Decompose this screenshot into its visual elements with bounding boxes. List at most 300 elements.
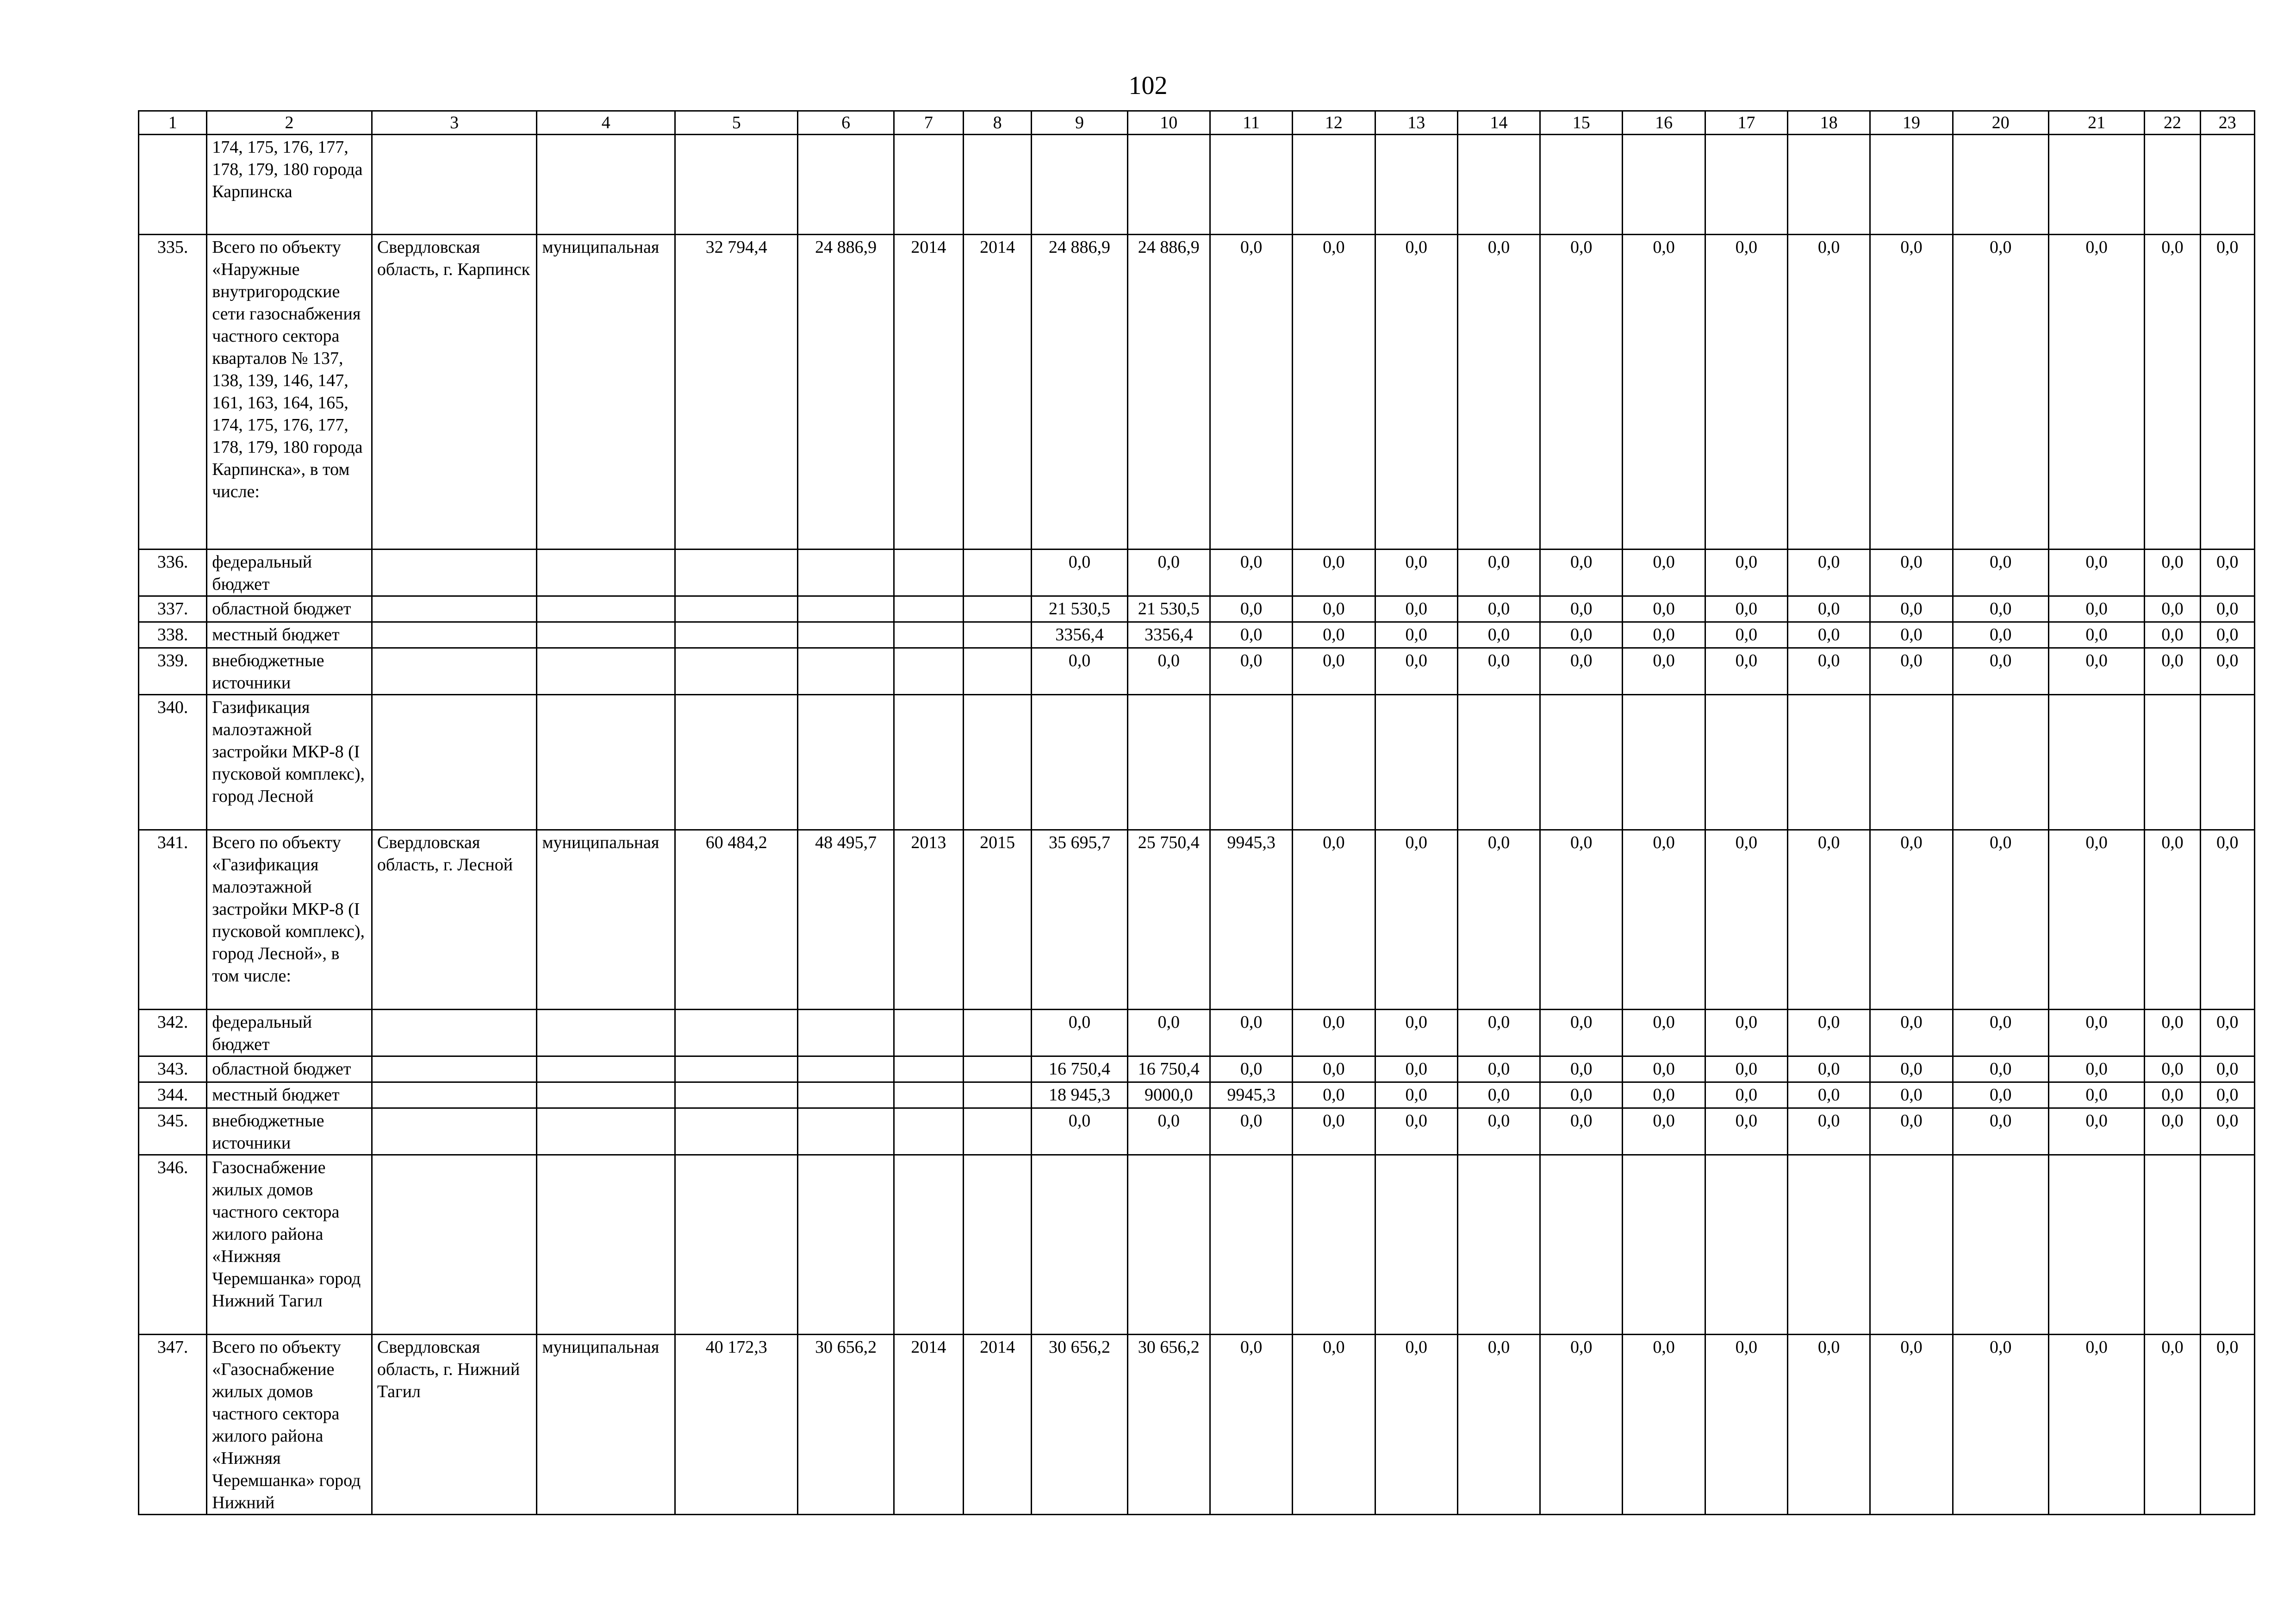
table-cell: 0,0 [2200,1056,2254,1082]
table-cell: 0,0 [1293,1108,1375,1155]
table-cell: 0,0 [1375,1335,1457,1515]
table-cell: 0,0 [1623,648,1705,695]
table-cell: 32 794,4 [675,235,797,550]
table-cell [372,1010,537,1056]
table-cell: 0,0 [1375,1108,1457,1155]
table-cell [2048,135,2144,235]
table-cell: 24 886,9 [798,235,894,550]
table-cell [537,135,675,235]
column-number-cell: 5 [675,111,797,135]
table-row [139,1010,2255,1056]
table-row [139,1108,2255,1155]
table-cell [964,135,1032,235]
table-cell: 0,0 [1705,1056,1787,1082]
table-cell: 0,0 [1127,550,1210,596]
table-cell [1788,135,1870,235]
column-number-cell: 19 [1870,111,1953,135]
table-cell: 25 750,4 [1127,830,1210,1010]
table-cell: 0,0 [2145,1010,2200,1056]
table-cell: 0,0 [1870,622,1953,648]
table-cell [894,1082,963,1108]
table-cell [1210,135,1292,235]
table-cell: 0,0 [1540,235,1623,550]
table-cell: 0,0 [1540,1082,1623,1108]
table-cell [537,1108,675,1155]
table-cell: 0,0 [1870,1082,1953,1108]
table-cell: 0,0 [2145,622,2200,648]
table-cell [798,596,894,622]
table-cell: 0,0 [1953,235,2048,550]
table-cell: 21 530,5 [1032,596,1127,622]
table-cell [1870,1155,1953,1335]
table-cell: 0,0 [2048,622,2144,648]
table-cell: 0,0 [1953,648,2048,695]
column-number-cell: 17 [1705,111,1787,135]
table-cell [964,622,1032,648]
table-cell: 0,0 [1032,648,1127,695]
table-cell [964,550,1032,596]
table-cell: муниципальная [537,830,675,1010]
table-cell: 30 656,2 [1032,1335,1127,1515]
table-cell [1293,695,1375,830]
table-cell: 0,0 [1457,596,1540,622]
table-cell [964,596,1032,622]
table-cell: 0,0 [1032,550,1127,596]
table-cell [1032,695,1127,830]
row-number-cell [139,135,207,235]
table-cell [1127,135,1210,235]
row-description-cell: федеральный бюджет [207,550,372,596]
table-cell: 0,0 [1870,830,1953,1010]
table-cell: 0,0 [1788,1056,1870,1082]
table-cell [537,596,675,622]
table-cell: 0,0 [1788,550,1870,596]
table-cell: 0,0 [1210,1010,1292,1056]
row-number-cell: 345. [139,1108,207,1155]
table-cell: 0,0 [1540,1108,1623,1155]
table-cell: 0,0 [1953,622,2048,648]
table-cell [1127,695,1210,830]
table-cell: 0,0 [1870,235,1953,550]
table-cell [964,1108,1032,1155]
table-cell: 0,0 [1127,648,1210,695]
table-row [139,622,2255,648]
column-number-cell: 4 [537,111,675,135]
table-cell [537,1155,675,1335]
table-cell: 0,0 [1870,1108,1953,1155]
table-cell [798,695,894,830]
table-cell: 0,0 [1540,830,1623,1010]
table-cell: 0,0 [1293,1010,1375,1056]
row-description-cell: внебюджетные источники [207,648,372,695]
column-number-cell: 13 [1375,111,1457,135]
table-cell [1623,695,1705,830]
table-row [139,135,2255,235]
table-cell [1540,695,1623,830]
table-cell: 30 656,2 [1127,1335,1210,1515]
table-cell [675,1108,797,1155]
table-cell: 0,0 [1870,1056,1953,1082]
table-cell: 0,0 [1870,1010,1953,1056]
table-cell [798,1108,894,1155]
table-cell [798,622,894,648]
row-number-cell: 341. [139,830,207,1010]
table-cell [1953,1155,2048,1335]
table-cell [537,1010,675,1056]
table-cell [1705,695,1787,830]
table-cell: 0,0 [1705,1082,1787,1108]
table-row [139,648,2255,695]
table-cell: Свердловская область, г. Карпинск [372,235,537,550]
table-cell [372,1082,537,1108]
table-cell [1705,1155,1787,1335]
table-cell: 0,0 [1457,1082,1540,1108]
table-cell [2200,135,2254,235]
table-cell: 0,0 [2200,1082,2254,1108]
table-cell: 0,0 [2200,830,2254,1010]
table-cell: 0,0 [2145,596,2200,622]
table-cell: 0,0 [2145,1082,2200,1108]
table-cell [372,695,537,830]
table-cell [1623,135,1705,235]
row-description-cell: местный бюджет [207,1082,372,1108]
table-cell [1788,695,1870,830]
row-number-cell: 343. [139,1056,207,1082]
column-number-cell: 16 [1623,111,1705,135]
table-cell: 0,0 [1540,1056,1623,1082]
table-cell [1293,135,1375,235]
table-cell [675,695,797,830]
column-number-cell: 22 [2145,111,2200,135]
table-cell [1457,1155,1540,1335]
table-cell [798,648,894,695]
table-cell: 0,0 [1623,1108,1705,1155]
table-cell: 0,0 [1457,1056,1540,1082]
row-description-cell: внебюджетные источники [207,1108,372,1155]
table-cell: 0,0 [1870,1335,1953,1515]
table-cell [1375,1155,1457,1335]
table-cell: 35 695,7 [1032,830,1127,1010]
table-cell: 0,0 [2200,648,2254,695]
row-description-cell: областной бюджет [207,1056,372,1082]
table-cell: 0,0 [1375,1056,1457,1082]
table-cell: 0,0 [1623,235,1705,550]
table-cell: 0,0 [1293,1056,1375,1082]
table-cell [675,1010,797,1056]
table-cell [675,622,797,648]
row-description-cell: Всего по объекту «Наружные внутригородские сети газоснабжения частного сектора кварталов № 137, 138, 139, 146, 147, 161, 163, 164, 165, 174, 175, 176, 177, 178, 179, 180 города Карпинска», в том числе: [207,235,372,550]
table-cell [675,135,797,235]
table-cell [1540,1155,1623,1335]
table-cell: 16 750,4 [1032,1056,1127,1082]
table-cell [1705,135,1787,235]
row-number-cell: 337. [139,596,207,622]
page-number: 102 [1128,71,1168,100]
column-number-cell: 8 [964,111,1032,135]
column-number-cell: 9 [1032,111,1127,135]
table-cell: 0,0 [1375,830,1457,1010]
table-cell [2145,1155,2200,1335]
table-cell: 0,0 [1457,648,1540,695]
table-cell: 9945,3 [1210,1082,1292,1108]
table-cell: 0,0 [1705,830,1787,1010]
table-cell [372,596,537,622]
table-cell [675,550,797,596]
table-cell: 0,0 [1705,1010,1787,1056]
row-number-cell: 342. [139,1010,207,1056]
row-number-cell: 344. [139,1082,207,1108]
table-cell [1953,695,2048,830]
table-cell: 0,0 [1623,1056,1705,1082]
table-cell [1457,695,1540,830]
table-cell [372,135,537,235]
table-cell [1032,135,1127,235]
table-cell: 60 484,2 [675,830,797,1010]
column-number-cell: 23 [2200,111,2254,135]
table-cell: 0,0 [1293,648,1375,695]
table-cell [894,1056,963,1082]
table-cell: 0,0 [2145,1056,2200,1082]
table-cell: 0,0 [1032,1010,1127,1056]
table-cell [894,1155,963,1335]
column-number-cell: 7 [894,111,963,135]
table-cell: 0,0 [2200,622,2254,648]
table-cell [1375,135,1457,235]
row-description-cell: Газификация малоэтажной застройки МКР-8 (I пусковой комплекс), город Лесной [207,695,372,830]
row-number-cell: 339. [139,648,207,695]
table-row [139,596,2255,622]
column-number-cell: 14 [1457,111,1540,135]
column-number-cell: 20 [1953,111,2048,135]
table-cell: 0,0 [1293,622,1375,648]
table-cell [675,596,797,622]
table-cell: 24 886,9 [1032,235,1127,550]
table-cell: 0,0 [1375,622,1457,648]
column-number-cell: 12 [1293,111,1375,135]
table-cell [964,695,1032,830]
table-cell: 0,0 [1457,1108,1540,1155]
table-cell [798,1010,894,1056]
table-cell [372,1108,537,1155]
table-cell: 0,0 [1210,1108,1292,1155]
table-cell: 3356,4 [1127,622,1210,648]
table-cell: 0,0 [1375,648,1457,695]
table-cell: 0,0 [1705,622,1787,648]
table-cell: 0,0 [1953,1010,2048,1056]
table-cell [798,1082,894,1108]
table-row [139,1056,2255,1082]
table-cell: 24 886,9 [1127,235,1210,550]
table-cell: 0,0 [1127,1108,1210,1155]
row-description-cell: областной бюджет [207,596,372,622]
table-cell: 0,0 [1457,830,1540,1010]
table-cell: 0,0 [1457,622,1540,648]
table-cell [1293,1155,1375,1335]
table-cell: 2014 [894,235,963,550]
table-cell: 0,0 [1623,596,1705,622]
table-cell: 0,0 [1210,596,1292,622]
row-number-cell: 340. [139,695,207,830]
table-cell [798,550,894,596]
table-cell: 0,0 [2200,1335,2254,1515]
table-cell: 0,0 [2048,596,2144,622]
table-cell [798,1155,894,1335]
table-cell: 21 530,5 [1127,596,1210,622]
table-cell: 0,0 [1457,1335,1540,1515]
table-cell: 0,0 [2145,830,2200,1010]
table-cell: 0,0 [1953,1056,2048,1082]
table-cell: 0,0 [1623,830,1705,1010]
table-cell: 0,0 [2048,1056,2144,1082]
table-cell: 0,0 [1788,648,1870,695]
table-cell [537,1082,675,1108]
table-cell [1788,1155,1870,1335]
table-cell: 0,0 [1210,550,1292,596]
table-cell: 0,0 [2200,235,2254,550]
row-number-cell: 338. [139,622,207,648]
table-cell [2145,695,2200,830]
table-cell [1953,135,2048,235]
row-description-cell: Всего по объекту «Газификация малоэтажной застройки МКР-8 (I пусковой комплекс), город Лесной», в том числе: [207,830,372,1010]
table-cell: 0,0 [1210,648,1292,695]
table-cell: 0,0 [1953,596,2048,622]
row-description-cell: 174, 175, 176, 177, 178, 179, 180 города Карпинска [207,135,372,235]
table-cell: 0,0 [1210,235,1292,550]
table-cell: 0,0 [1375,1010,1457,1056]
table-cell: 0,0 [1375,1082,1457,1108]
table-cell: 0,0 [1032,1108,1127,1155]
table-row [139,1082,2255,1108]
table-cell: 0,0 [2048,1082,2144,1108]
row-description-cell: Газоснабжение жилых домов частного сектора жилого района «Нижняя Черемшанка» город Нижний Тагил [207,1155,372,1335]
column-number-cell: 10 [1127,111,1210,135]
row-description-cell: местный бюджет [207,622,372,648]
table-cell [537,550,675,596]
table-cell [675,1082,797,1108]
table-cell: 0,0 [1953,550,2048,596]
table-cell: 0,0 [2145,1335,2200,1515]
table-cell [2048,695,2144,830]
table-cell: 0,0 [2200,1108,2254,1155]
table-cell: 0,0 [1953,830,2048,1010]
column-number-cell: 3 [372,111,537,135]
table-cell: 0,0 [2048,648,2144,695]
table-cell: 0,0 [1788,596,1870,622]
row-description-cell: федеральный бюджет [207,1010,372,1056]
table-cell: 0,0 [1870,648,1953,695]
table-cell: 0,0 [2048,235,2144,550]
table-cell: 0,0 [1705,1108,1787,1155]
table-cell: 9000,0 [1127,1082,1210,1108]
table-row [139,550,2255,596]
table-cell [1623,1155,1705,1335]
column-number-cell: 15 [1540,111,1623,135]
table-cell: 0,0 [1870,550,1953,596]
table-cell: 0,0 [1788,1335,1870,1515]
row-number-cell: 336. [139,550,207,596]
table-cell [537,1056,675,1082]
table-cell [675,1155,797,1335]
table-cell [964,1082,1032,1108]
column-number-cell: 1 [139,111,207,135]
table-cell: 0,0 [1705,550,1787,596]
table-cell: муниципальная [537,1335,675,1515]
table-cell: 0,0 [1293,1082,1375,1108]
table-cell: 18 945,3 [1032,1082,1127,1108]
table-cell [1457,135,1540,235]
table-cell [894,648,963,695]
table-cell [372,550,537,596]
table-cell: 0,0 [1457,235,1540,550]
table-cell [1127,1155,1210,1335]
table-cell: муниципальная [537,235,675,550]
table-cell: 3356,4 [1032,622,1127,648]
table-cell [372,1056,537,1082]
table-cell: 0,0 [2048,830,2144,1010]
table-cell: 2015 [964,830,1032,1010]
table-cell: 0,0 [1293,830,1375,1010]
table-cell: Свердловская область, г. Лесной [372,830,537,1010]
table-cell [675,648,797,695]
table-cell: 30 656,2 [798,1335,894,1515]
table-cell: 0,0 [1623,1082,1705,1108]
table-cell: 0,0 [1457,550,1540,596]
table-cell: 0,0 [2048,1108,2144,1155]
column-number-cell: 18 [1788,111,1870,135]
table-cell [2200,1155,2254,1335]
table-cell: 0,0 [1457,1010,1540,1056]
column-number-cell: 11 [1210,111,1292,135]
table-cell [798,1056,894,1082]
column-number-cell: 6 [798,111,894,135]
table-cell [1210,695,1292,830]
table-cell: 0,0 [1788,830,1870,1010]
table-cell: 0,0 [1705,235,1787,550]
table-cell: 0,0 [1788,622,1870,648]
table-cell: 0,0 [1788,1010,1870,1056]
table-cell [894,1108,963,1155]
table-cell: 0,0 [1293,596,1375,622]
table-cell: 0,0 [1293,550,1375,596]
table-cell: 0,0 [2048,550,2144,596]
table-cell [2145,135,2200,235]
table-cell: 0,0 [1293,235,1375,550]
table-cell [1210,1155,1292,1335]
table-cell [894,695,963,830]
table-cell: 2014 [894,1335,963,1515]
table-cell: 0,0 [1705,596,1787,622]
table-cell [964,1155,1032,1335]
table-cell: 0,0 [2145,1108,2200,1155]
table-cell: 0,0 [2048,1010,2144,1056]
row-number-cell: 335. [139,235,207,550]
table-cell: 0,0 [1705,1335,1787,1515]
row-number-cell: 346. [139,1155,207,1335]
column-number-cell: 2 [207,111,372,135]
table-cell [894,596,963,622]
table-cell: 0,0 [2048,1335,2144,1515]
table-cell: 0,0 [1870,596,1953,622]
table-cell: 16 750,4 [1127,1056,1210,1082]
table-cell: 0,0 [2145,648,2200,695]
row-description-cell: Всего по объекту «Газоснабжение жилых домов частного сектора жилого района «Нижняя Черемшанка» город Нижний [207,1335,372,1515]
table-cell: 0,0 [1953,1108,2048,1155]
table-cell [964,648,1032,695]
table-cell [1032,1155,1127,1335]
table-cell [894,1010,963,1056]
table-row [139,1155,2255,1335]
table-cell: 0,0 [2200,1010,2254,1056]
